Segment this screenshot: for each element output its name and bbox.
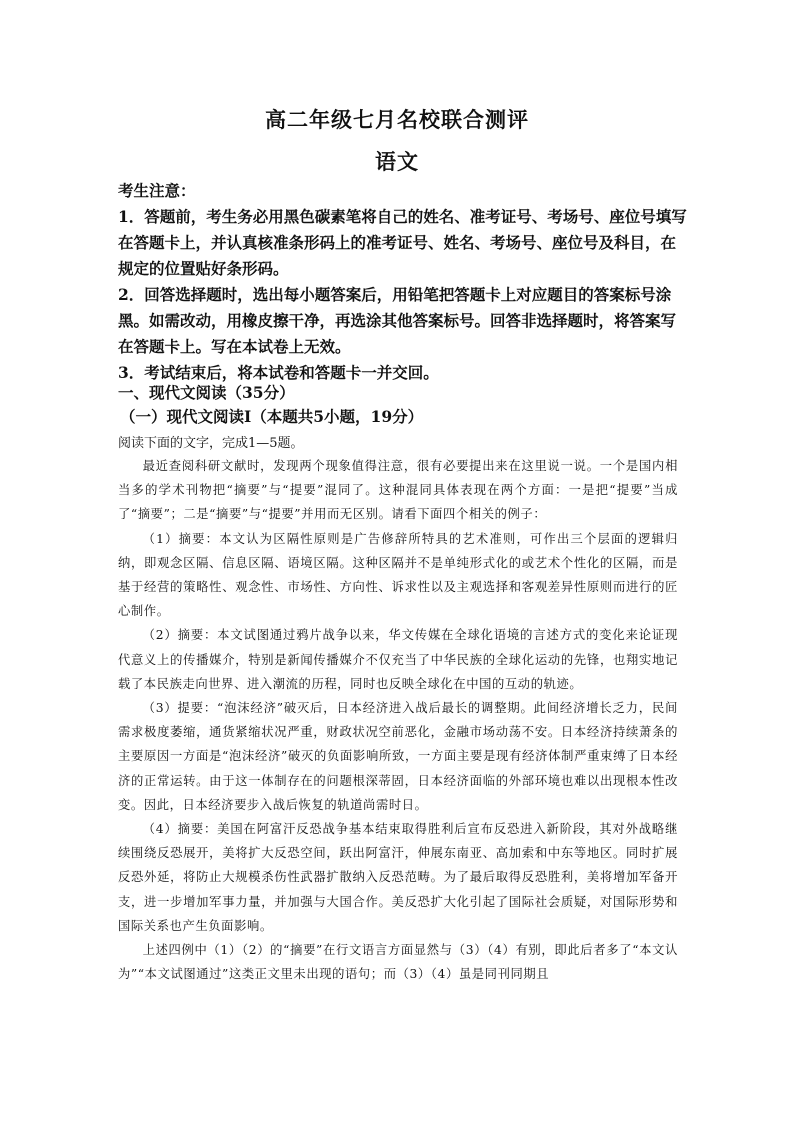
notice-item-1: 1．答题前，考生务必用黑色碳素笔将自己的姓名、准考证号、考场号、座位号填写在答题卡上，并认真核准条形码上的准考证号、姓名、考场号、座位号及科目，在规定的位置贴好条形码。 [118,207,687,278]
section-title: 一、现代文阅读（35分） [118,383,295,402]
notice-item-3: 3．考试结束后，将本试卷和答题卡一并交回。 [118,363,439,382]
section-subtitle: （一）现代文阅读Ⅰ（本题共5小题，19分） [120,407,424,426]
passage-conclusion: 上述四例中（1）（2）的“摘要”在行文语言方面显然与（3）（4）有别，即此后者多了“本文认为”“本文试图通过”这类正文里未出现的语句；而（3）（4）虽是同刊同期且 [118,943,678,982]
notice-heading: 考生注意： [118,181,196,200]
passage [118,454,678,986]
passage-example-4: （4）摘要：美国在阿富汗反恐战争基本结束取得胜利后宣布反恐进入新阶段，其对外战略继续围绕反恐展开，美将扩大反恐空间，跃出阿富汗，伸展东南亚、高加索和中东等地区。同时扩展反恐外延，将防止大规模杀伤性武器扩散纳入反恐范畴。为了最后取得反恐胜利，美将增加军备开支，进一步增加军事力量，并加强与大国合作。美反恐扩大化引起了国际社会质疑，对国际形势和国际关系也产生负面影响。 [118,822,678,933]
notice-item-2: 2．回答选择题时，选出每小题答案后，用铅笔把答题卡上对应题目的答案标号涂黑。如需改动，用橡皮擦干净，再选涂其他答案标号。回答非选择题时，将答案写在答题卡上。写在本试卷上无效。 [118,285,677,356]
subject-title: 语文 [375,149,419,174]
notice-block [118,178,688,386]
passage-example-3: （3）提要：“泡沫经济”破灭后，日本经济进入战后最长的调整期。此间经济增长乏力，民间需求极度萎缩，通货紧缩状况严重，财政状况空前恶化，金融市场动荡不安。日本经济持续萧条的主要原因一方面是“泡沫经济”破灭的负面影响所致，一方面主要是现有经济体制严重束缚了日本经济的正常运转。由于这一体制存在的问题根深蒂固，日本经济面临的外部环境也难以出现根本性改变。因此，日本经济要步入战后恢复的轨道尚需时日。 [118,701,678,812]
reading-instruction: 阅读下面的文字，完成1—5题。 [118,436,304,451]
exam-title: 高二年级七月名校联合测评 [265,107,529,132]
passage-intro: 最近查阅科研文献时，发现两个现象值得注意，很有必要提出来在这里说一说。一个是国内相当多的学术刊物把“摘要”与“提要”混同了。这种混同具体表现在两个方面：一是把“提要”当成了“摘要”；二是“摘要”与“提要”并用而无区别。请看下面四个相关的例子： [118,459,678,522]
passage-example-2: （2）摘要：本文试图通过鸦片战争以来，华文传媒在全球化语境的言述方式的变化来论证现代意义上的传播媒介，特别是新闻传播媒介不仅充当了中华民族的全球化运动的先锋，也翔实地记载了本民族走向世界、进入潮流的历程，同时也反映全球化在中国的互动的轨迹。 [118,628,678,691]
passage-example-1: （1）摘要：本文认为区隔性原则是广告修辞所特具的艺术准则，可作出三个层面的逻辑归纳，即观念区隔、信息区隔、语境区隔。这种区隔并不是单纯形式化的或艺术个性化的区隔，而是基于经营的策略性、观念性、市场性、方向性、诉求性以及主观选择和客观差异性原则而进行的匠心制作。 [118,531,678,619]
